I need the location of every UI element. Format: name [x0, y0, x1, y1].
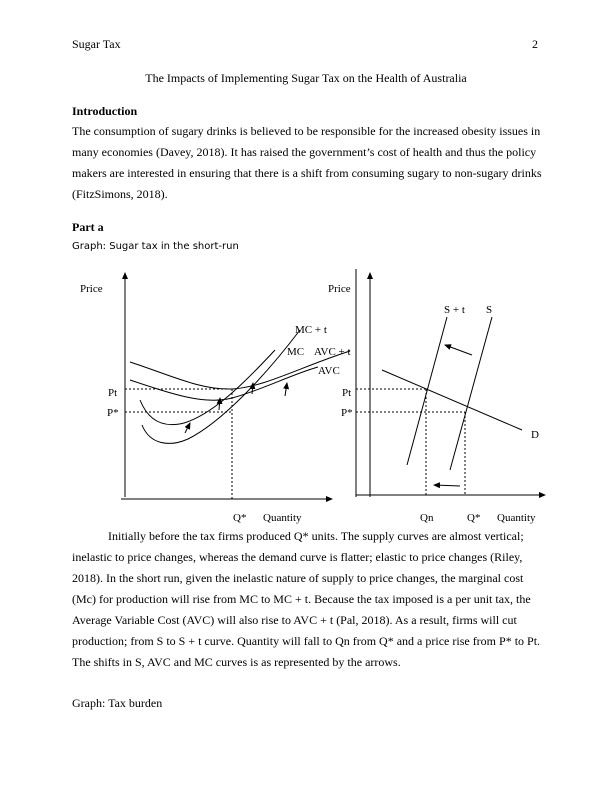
left-tick-pstar: P*: [107, 407, 119, 419]
left-y-label: Price: [80, 283, 103, 295]
page-number: 2: [532, 37, 538, 51]
part-a-heading: Part a: [72, 220, 104, 234]
mc-plus-t-curve: [142, 330, 300, 443]
label-avc: AVC: [318, 365, 340, 377]
left-x-label: Quantity: [263, 512, 302, 524]
running-header-title: Sugar Tax: [72, 37, 121, 51]
label-mc-plus-t: MC + t: [295, 324, 327, 336]
right-tick-qstar: Q*: [467, 512, 481, 524]
label-mc: MC: [287, 346, 305, 358]
shift-arrow: [434, 485, 460, 486]
label-s-plus-t: S + t: [444, 304, 465, 316]
shift-arrow: [285, 383, 287, 396]
shift-arrow: [252, 383, 253, 394]
right-graph: [328, 269, 545, 524]
label-d: D: [531, 429, 539, 441]
right-x-label: Quantity: [497, 512, 536, 524]
shift-arrow: [185, 423, 190, 433]
s-plus-t-curve: [407, 317, 447, 465]
right-tick-pstar: P*: [341, 407, 353, 419]
graph2-caption: Graph: Tax burden: [72, 696, 163, 710]
shift-arrow: [445, 345, 472, 355]
left-tick-pt: Pt: [108, 387, 118, 399]
intro-heading: Introduction: [72, 104, 138, 118]
right-tick-qn: Qn: [420, 512, 434, 524]
part-a-paragraph: Initially before the tax firms produced Q* units. The supply curves are almost vertical; inelastic to price changes, whereas the demand curve is flatter; elastic to price changes (Riley, 2018). In the short run, given the inelastic nature of supply to price changes, the marginal cost (Mc) for production will rise from MC to MC + t. Because the tax imposed is a per unit tax, the Average Variable Cost (AVC) will also rise to AVC + t (Pal, 2018). As a result, firms will cut production; from S to S + t curve. Quantity will fall to Qn from Q* and a price rise from P* to Pt. The shifts in S, AVC and MC curves is as represented by the arrows.: [72, 529, 541, 669]
label-s: S: [486, 304, 493, 316]
right-tick-pt: Pt: [342, 387, 352, 399]
label-avc-plus-t: AVC + t: [314, 346, 351, 358]
sugar-tax-diagram: [0, 255, 612, 535]
document-title: The Impacts of Implementing Sugar Tax on the Health of Australia: [145, 71, 467, 85]
s-curve: [450, 317, 492, 470]
left-tick-qstar: Q*: [233, 512, 247, 524]
intro-paragraph: The consumption of sugary drinks is believed to be responsible for the increased obesity issues in many economies (Davey, 2018). It has raised the government’s cost of health and thus the policy makers are interested in ensuring that there is a shift from consuming sugary to non-sugary drinks (FitzSimons, 2018).: [72, 124, 542, 201]
right-y-label: Price: [328, 283, 351, 295]
graph-caption: Graph: Sugar tax in the short-run: [72, 241, 239, 252]
left-graph: [80, 273, 351, 524]
d-curve: [382, 370, 522, 430]
